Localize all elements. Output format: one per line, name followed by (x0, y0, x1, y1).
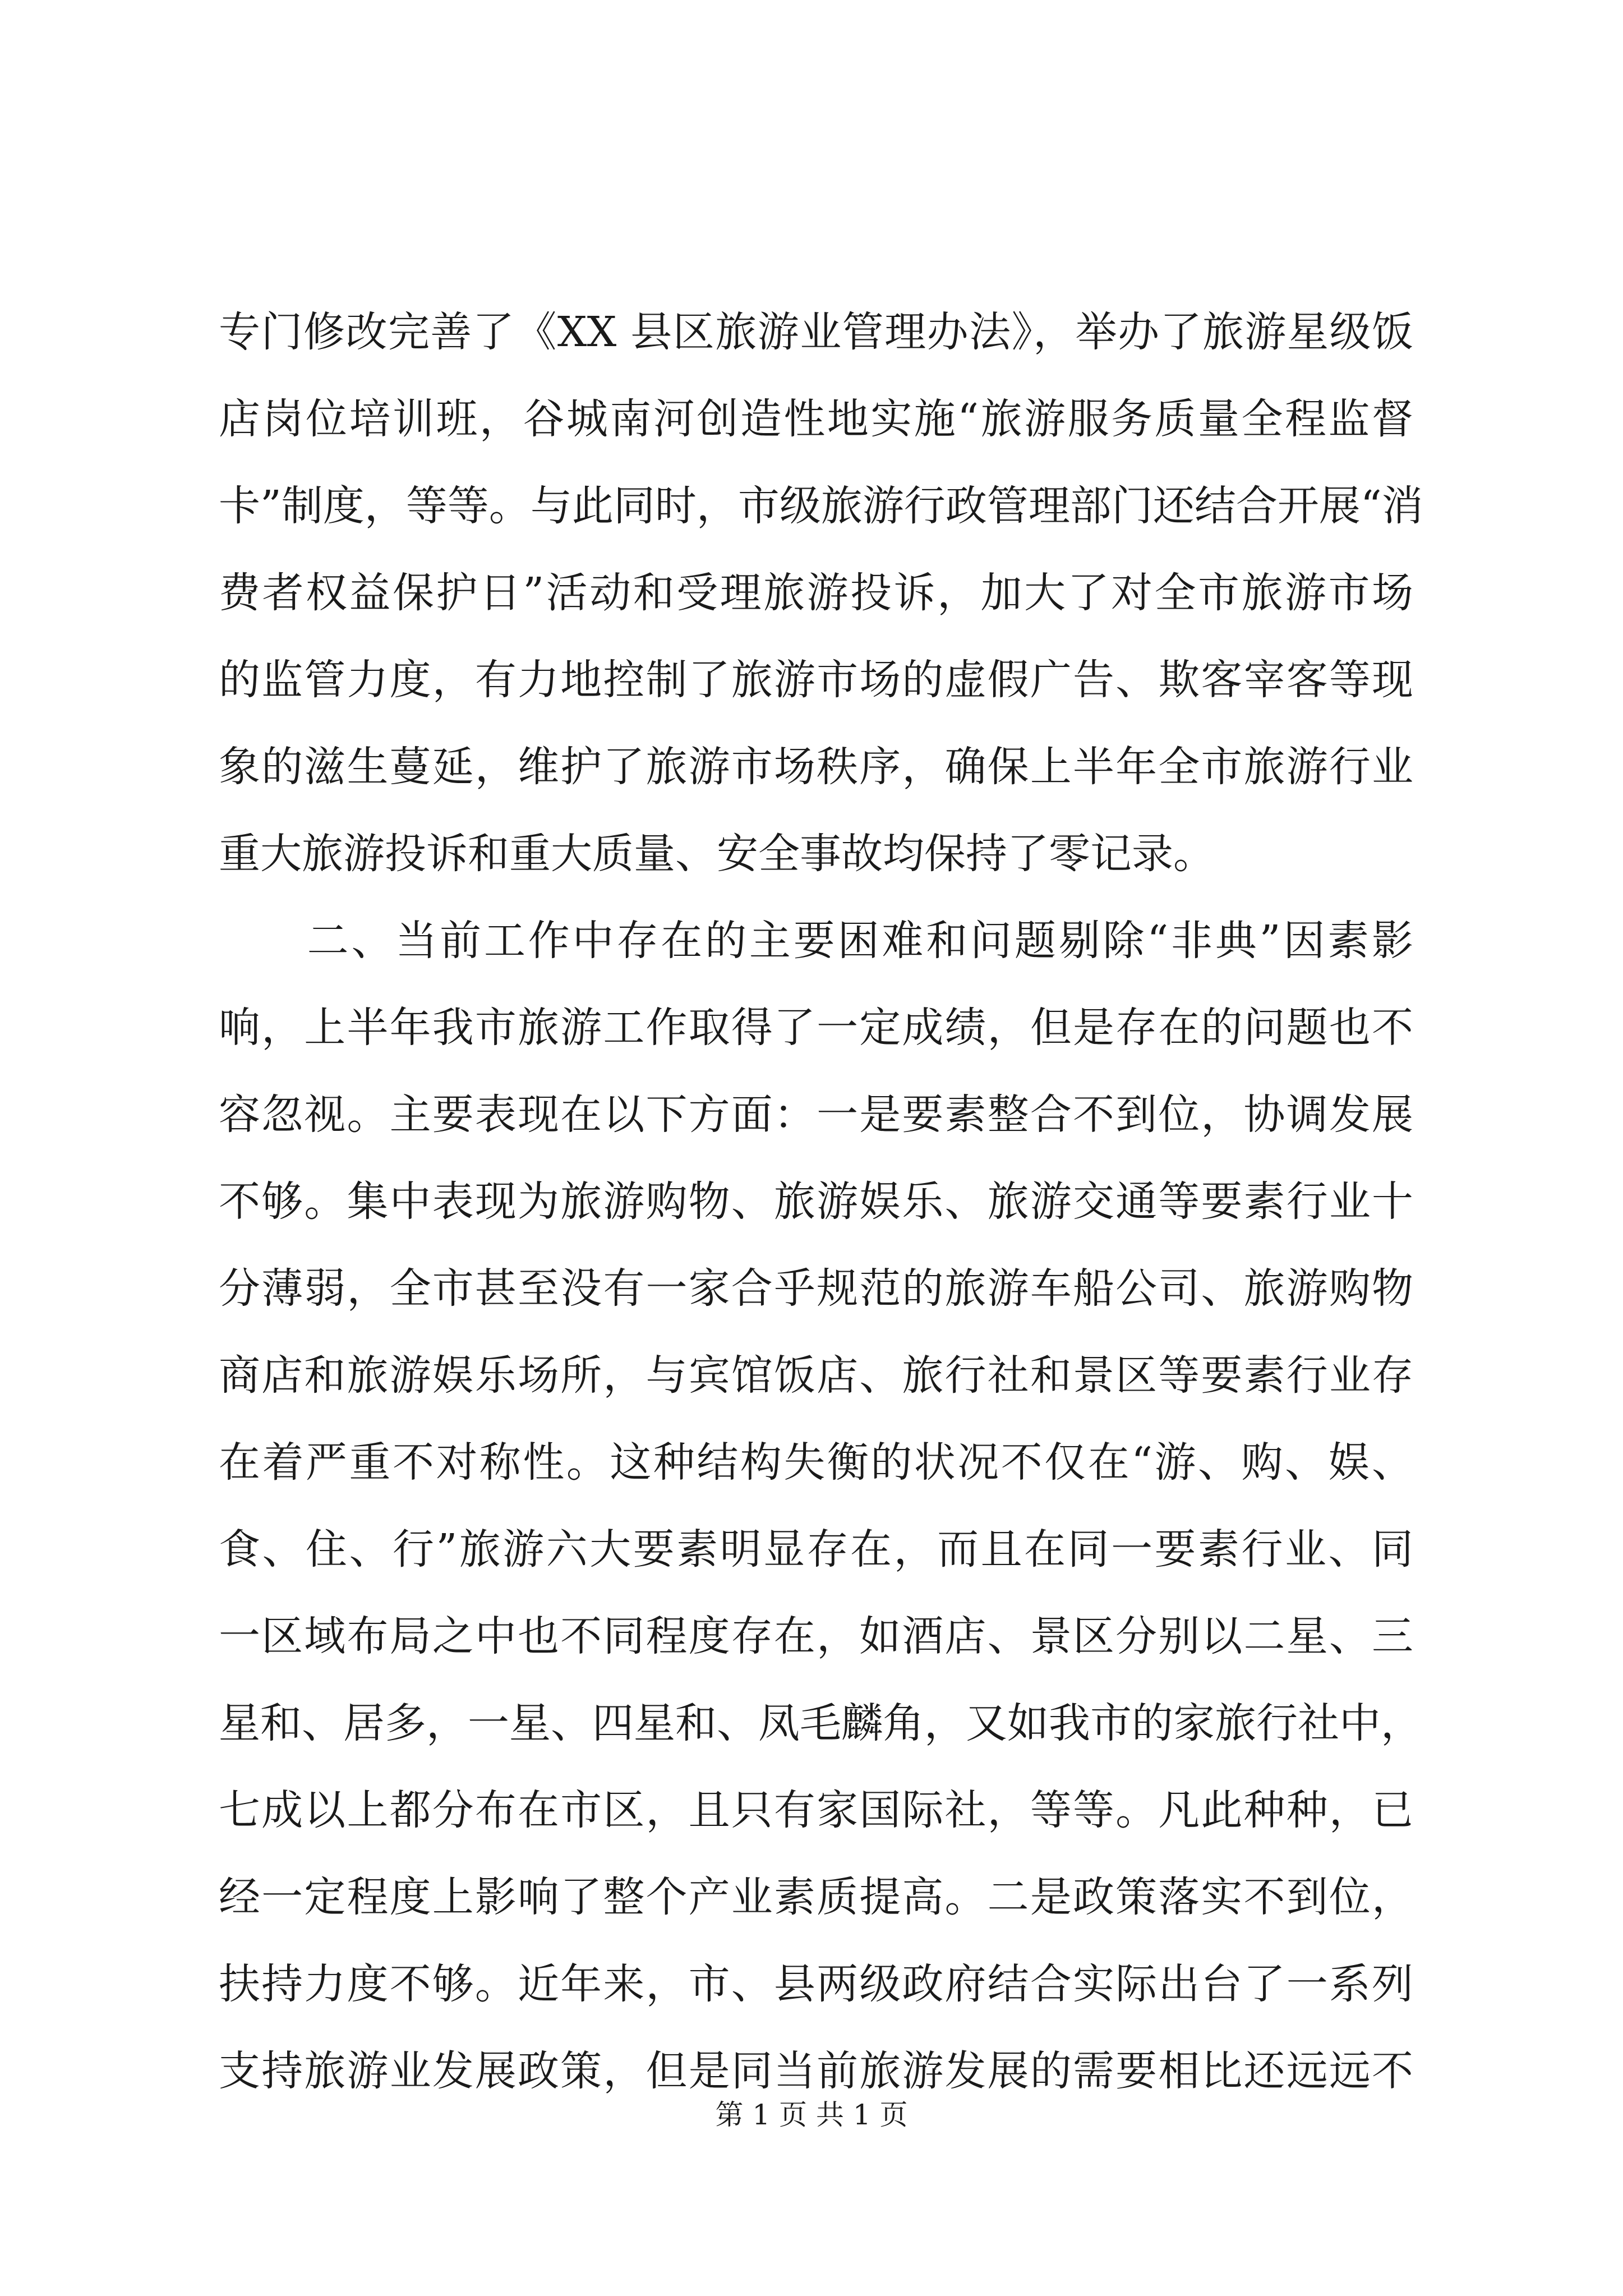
text-line-3: 卡”制度，等等。与此同时，市级旅游行政管理部门还结合开展“消 (219, 482, 1423, 530)
text-line-6: 象的滋生蔓延，维护了旅游市场秩序，确保上半年全市旅游行业 (219, 743, 1413, 791)
text-line-17: 星和、居多，一星、四星和、凤毛麟角，又如我市的家旅行社中， (219, 1699, 1422, 1747)
text-line-21: 支持旅游业发展政策，但是同当前旅游发展的需要相比还远远不 (219, 2047, 1413, 2095)
text-line-16: 一区域布局之中也不同程度存在，如酒店、景区分别以二星、三 (219, 1612, 1413, 1660)
text-line-7: 重大旅游投诉和重大质量、安全事故均保持了零记录。 (219, 830, 1215, 878)
text-line-18: 七成以上都分布在市区，且只有家国际社，等等。凡此种种，已 (219, 1786, 1413, 1834)
text-line-13: 商店和旅游娱乐场所，与宾馆饭店、旅行社和景区等要素行业存 (219, 1351, 1413, 1400)
text-line-15: 食、住、行”旅游六大要素明显存在，而且在同一要素行业、同 (219, 1525, 1413, 1573)
text-line-10: 容忽视。主要表现在以下方面：一是要素整合不到位，协调发展 (219, 1091, 1413, 1139)
text-line-5: 的监管力度，有力地控制了旅游市场的虚假广告、欺客宰客等现 (219, 656, 1413, 704)
text-line-2: 店岗位培训班，谷城南河创造性地实施“旅游服务质量全程监督 (219, 395, 1413, 443)
text-line-20: 扶持力度不够。近年来，市、县两级政府结合实际出台了一系列 (219, 1960, 1413, 2008)
page-footer (0, 2092, 1623, 2137)
text-line-8: 二、当前工作中存在的主要困难和问题剔除“非典”因素影 (219, 917, 1413, 965)
body-text (219, 289, 1423, 2115)
text-line-1: 专门修改完善了《XX 县区旅游业管理办法》，举办了旅游星级饭 (219, 308, 1413, 356)
text-line-14: 在着严重不对称性。这种结构失衡的状况不仅在“游、购、娱、 (219, 1438, 1413, 1487)
text-line-11: 不够。集中表现为旅游购物、旅游娱乐、旅游交通等要素行业十 (219, 1177, 1413, 1226)
page-number-label: 第 1 页 共 1 页 (715, 2099, 908, 2131)
text-line-4: 费者权益保护日”活动和受理旅游投诉，加大了对全市旅游市场 (219, 569, 1413, 617)
text-line-12: 分薄弱，全市甚至没有一家合乎规范的旅游车船公司、旅游购物 (219, 1264, 1413, 1313)
text-line-9: 响，上半年我市旅游工作取得了一定成绩，但是存在的问题也不 (219, 1004, 1413, 1052)
text-line-19: 经一定程度上影响了整个产业素质提高。二是政策落实不到位， (219, 1873, 1413, 1921)
